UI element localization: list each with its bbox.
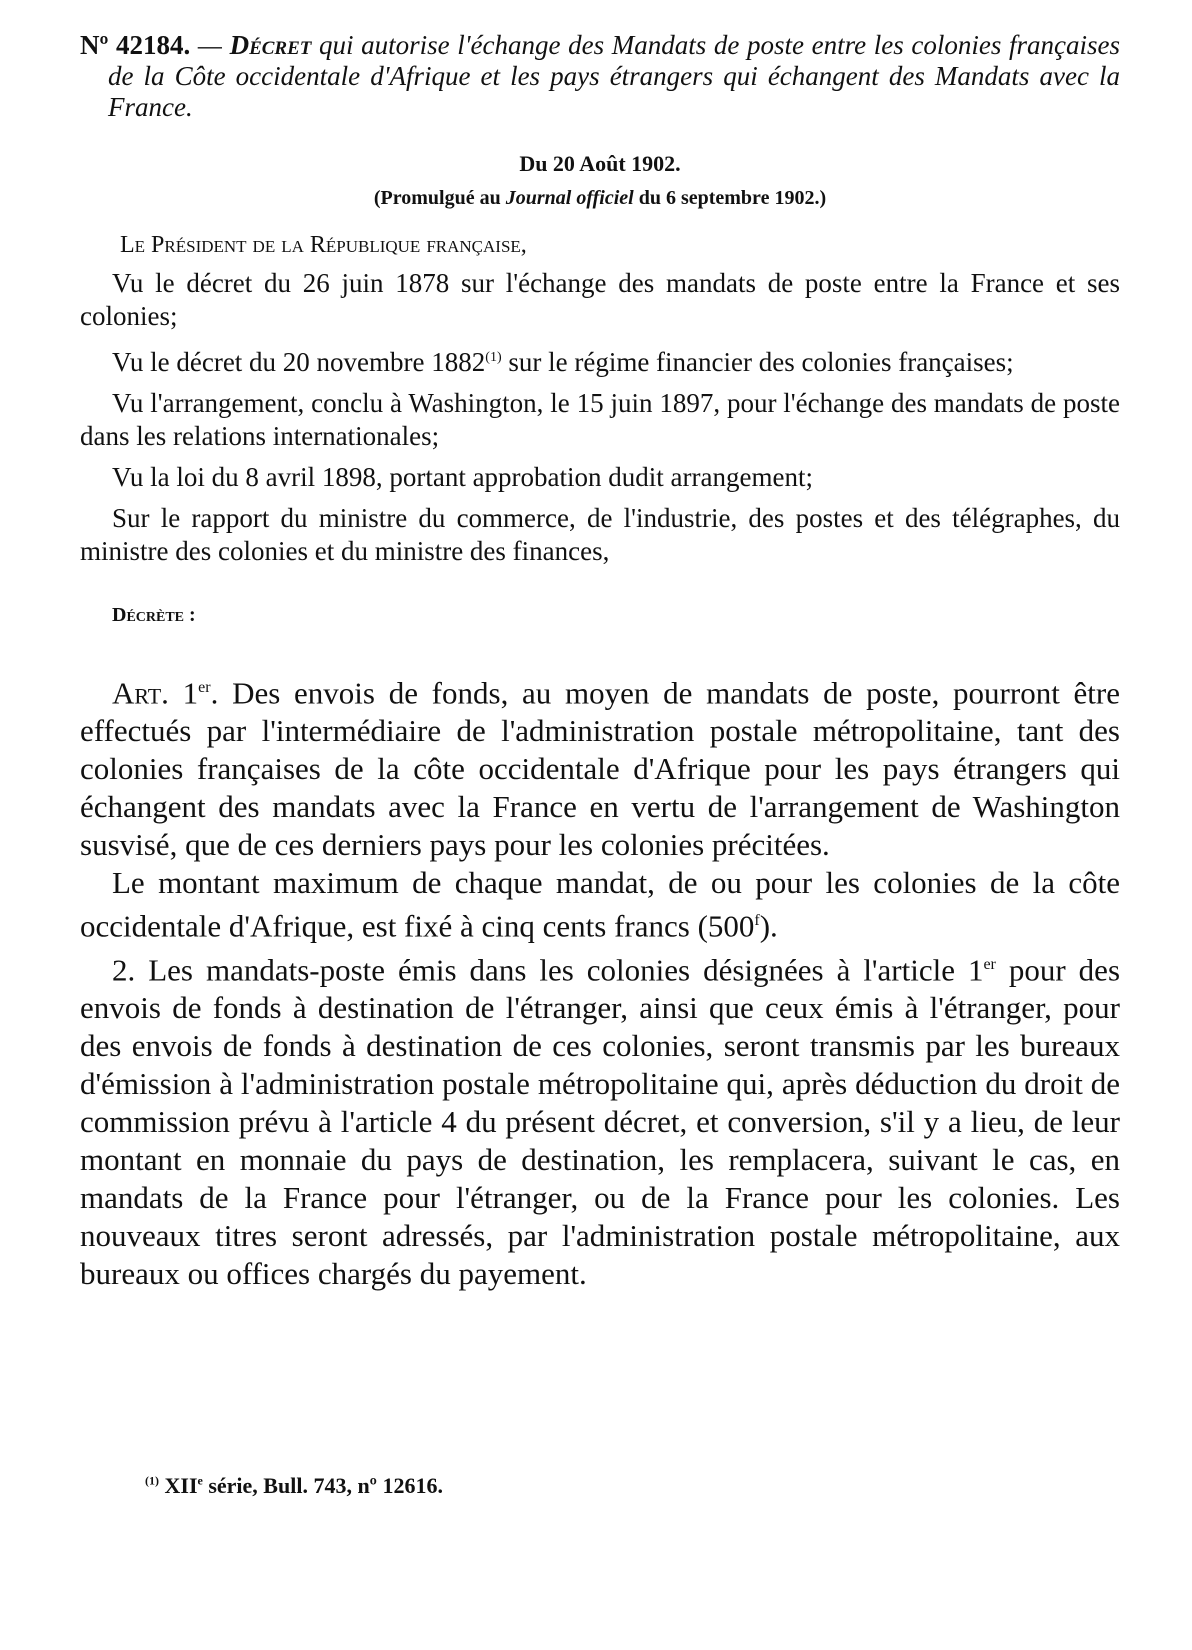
article-1-p2-text: Le montant maximum de chaque mandat, de ou pour les colonies de la côte occidentale d'Afrique, est fixé à cinq cents francs (500 xyxy=(80,865,1120,944)
decree-kind: Décret xyxy=(229,30,312,60)
visa-1: Vu le décret du 26 juin 1878 sur l'échange des mandats de poste entre la France et ses colonies; xyxy=(80,268,1120,331)
decrete-heading: Décrète : xyxy=(112,604,196,626)
footnote-ref: (1) xyxy=(485,350,502,365)
header-dash: — xyxy=(190,30,230,60)
visa-5: Sur le rapport du ministre du commerce, de l'industrie, des postes et des télégraphes, du ministre des colonies et du ministre des finances, xyxy=(80,503,1120,566)
footnote-rest: série, Bull. 743, nº 12616. xyxy=(202,1473,443,1498)
promulgation-line xyxy=(80,187,1120,210)
footnote-sup: e xyxy=(197,1473,203,1488)
article-1-p2-end: ). xyxy=(759,908,778,944)
footnote xyxy=(145,1473,443,1499)
visa-2-before: Vu le décret du 20 novembre 1882 xyxy=(112,347,486,377)
article-2-text-b: pour des envois de fonds à destination de l'étranger, ainsi que ceux émis à l'étranger, pour des envois de fonds à destination de ces colonies, seront transmis par les bureaux d'émission à l'administration postale métropolitaine qui, après déduction du droit de commission prévu à l'article 4 du présent décret, et conversion, s'il y a lieu, de leur montant en monnaie du pays de destination, les remplacera, suivant le cas, en mandats de la France pour l'étranger, ou de la France pour les colonies. Les nouveaux titres seront adressés, par l'administration postale métropolitaine, aux bureaux ou offices chargés du payement. xyxy=(80,951,1121,1291)
article-1-p2-sup: f xyxy=(754,912,760,930)
article-1-text: . Des envois de fonds, au moyen de mandats de poste, pourront être effectués par l'intermédiaire de l'administration postale métropolitaine, tant des colonies françaises de la côte occidentale d'Afrique pour les pays étrangers qui échangent des mandats avec la France en vertu de l'arrangement de Washington susvisé, que de ces derniers pays pour les colonies précitées. xyxy=(80,675,1121,863)
promulgation-journal: Journal officiel xyxy=(505,187,634,209)
visa-3: Vu l'arrangement, conclu à Washington, le 15 juin 1897, pour l'échange des mandats de poste dans les relations internationales; xyxy=(80,388,1120,451)
visa-2 xyxy=(80,341,1120,379)
article-1 xyxy=(80,669,1120,864)
footnote-mark: (1) xyxy=(145,1473,159,1488)
promulgation-suffix: du 6 septembre 1902.) xyxy=(633,187,827,209)
decree-header xyxy=(80,30,1120,123)
document-page xyxy=(80,30,1120,1293)
visa-2-after: sur le régime financier des colonies françaises; xyxy=(501,347,1014,377)
promulgation-prefix: (Promulgué au xyxy=(373,187,506,209)
decree-number: Nº 42184. xyxy=(80,30,191,60)
footnote-text: XII xyxy=(159,1473,198,1498)
article-1-paragraph-2 xyxy=(80,864,1120,945)
article-2 xyxy=(80,946,1120,1293)
article-2-text-a: 2. Les mandats-poste émis dans les colonies désignées à l'article 1 xyxy=(112,951,984,987)
article-1-label: Art. 1 xyxy=(112,675,199,711)
decree-date: Du 20 Août 1902. xyxy=(519,151,681,176)
article-2-sup: er xyxy=(983,955,996,973)
decree-title: qui autorise l'échange des Mandats de poste entre les colonies françaises de la Côte occidentale d'Afrique et les pays étrangers qui échangent des Mandats avec la France. xyxy=(108,30,1120,122)
visa-4: Vu la loi du 8 avril 1898, portant approbation dudit arrangement; xyxy=(112,462,813,492)
president-heading: Le Président de la République française, xyxy=(120,232,527,258)
article-1-label-sup: er xyxy=(198,679,211,696)
